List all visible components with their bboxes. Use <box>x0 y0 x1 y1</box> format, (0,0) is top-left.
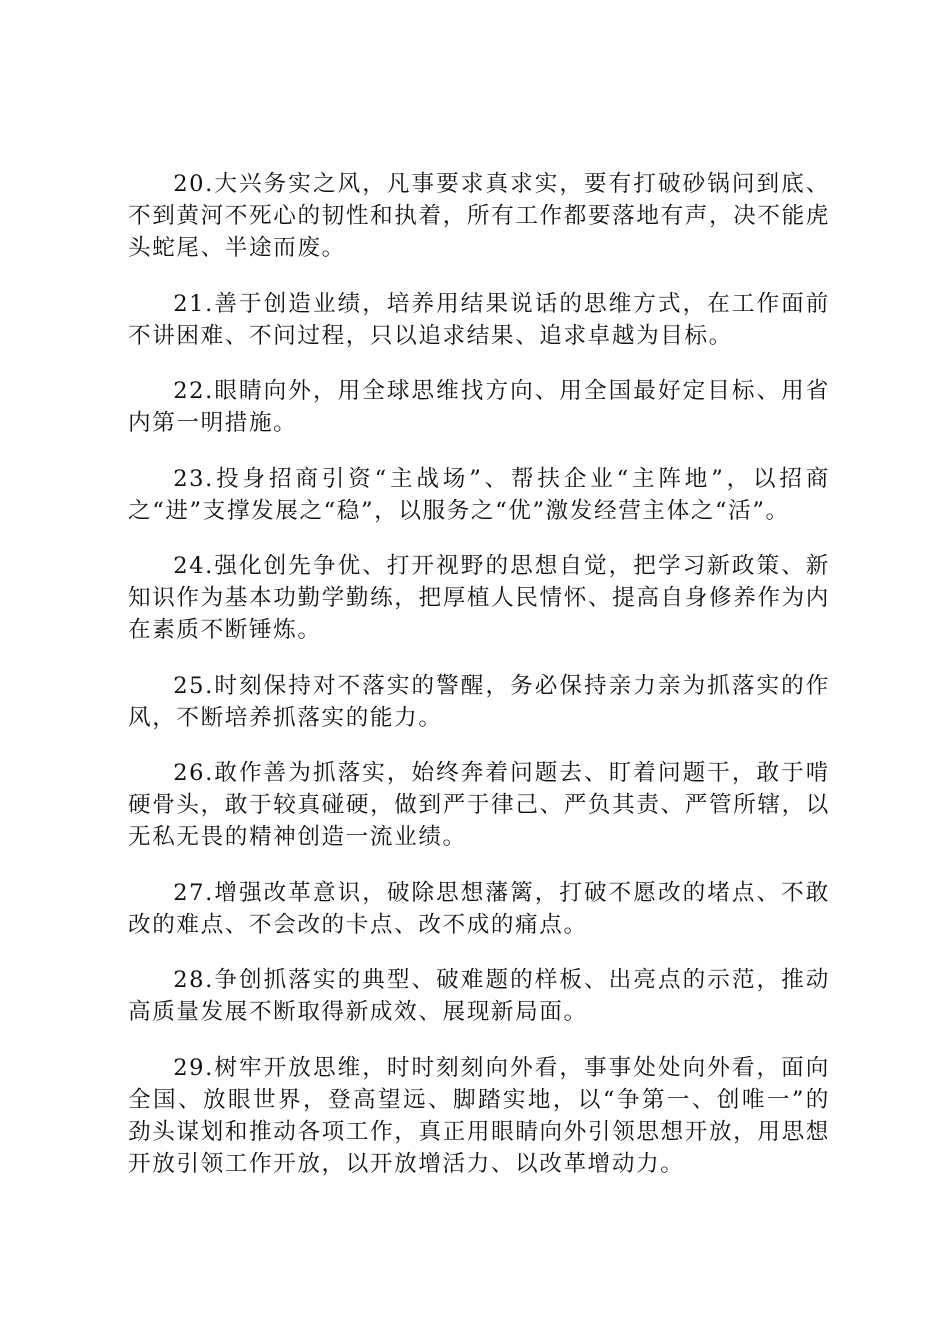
paragraph-24: 24.强化创先争优、打开视野的思想自觉，把学习新政策、新知识作为基本功勤学勤练，把厚植人民情怀、提高自身修养作为内在素质不断锤炼。 <box>128 553 830 643</box>
paragraph-26: 26.敢作善为抓落实，始终奔着问题去、盯着问题干，敢于啃硬骨头，敢于较真碰硬，做到严于律己、严负其责、严管所辖，以无私无畏的精神创造一流业绩。 <box>128 760 830 850</box>
paragraph-23: 23.投身招商引资“主战场”、帮扶企业“主阵地”，以招商之“进”支撑发展之“稳”，以服务之“优”激发经营主体之“活”。 <box>128 465 830 524</box>
document-body <box>128 168 830 1203</box>
paragraph-25: 25.时刻保持对不落实的警醒，务必保持亲力亲为抓落实的作风，不断培养抓落实的能力。 <box>128 672 830 731</box>
paragraph-20: 20.大兴务实之风，凡事要求真求实，要有打破砂锅问到底、不到黄河不死心的韧性和执着，所有工作都要落地有声，决不能虎头蛇尾、半途而废。 <box>128 171 830 261</box>
paragraph-22: 22.眼睛向外，用全球思维找方向、用全国最好定目标、用省内第一明措施。 <box>128 378 830 436</box>
paragraph-28: 28.争创抓落实的典型、破难题的样板、出亮点的示范，推动高质量发展不断取得新成效、展现新局面。 <box>128 967 830 1025</box>
paragraph-27: 27.增强改革意识，破除思想藩篱，打破不愿改的堵点、不敢改的难点、不会改的卡点、改不成的痛点。 <box>128 879 830 938</box>
paragraph-21: 21.善于创造业绩，培养用结果说话的思维方式，在工作面前不讲困难、不问过程，只以追求结果、追求卓越为目标。 <box>128 290 830 349</box>
paragraph-29: 29.树牢开放思维，时时刻刻向外看，事事处处向外看，面向全国、放眼世界，登高望远、脚踏实地，以“争第一、创唯一”的劲头谋划和推动各项工作，真正用眼睛向外引领思想开放，用思想开放引领工作开放，以开放增活力、以改革增动力。 <box>128 1054 830 1177</box>
